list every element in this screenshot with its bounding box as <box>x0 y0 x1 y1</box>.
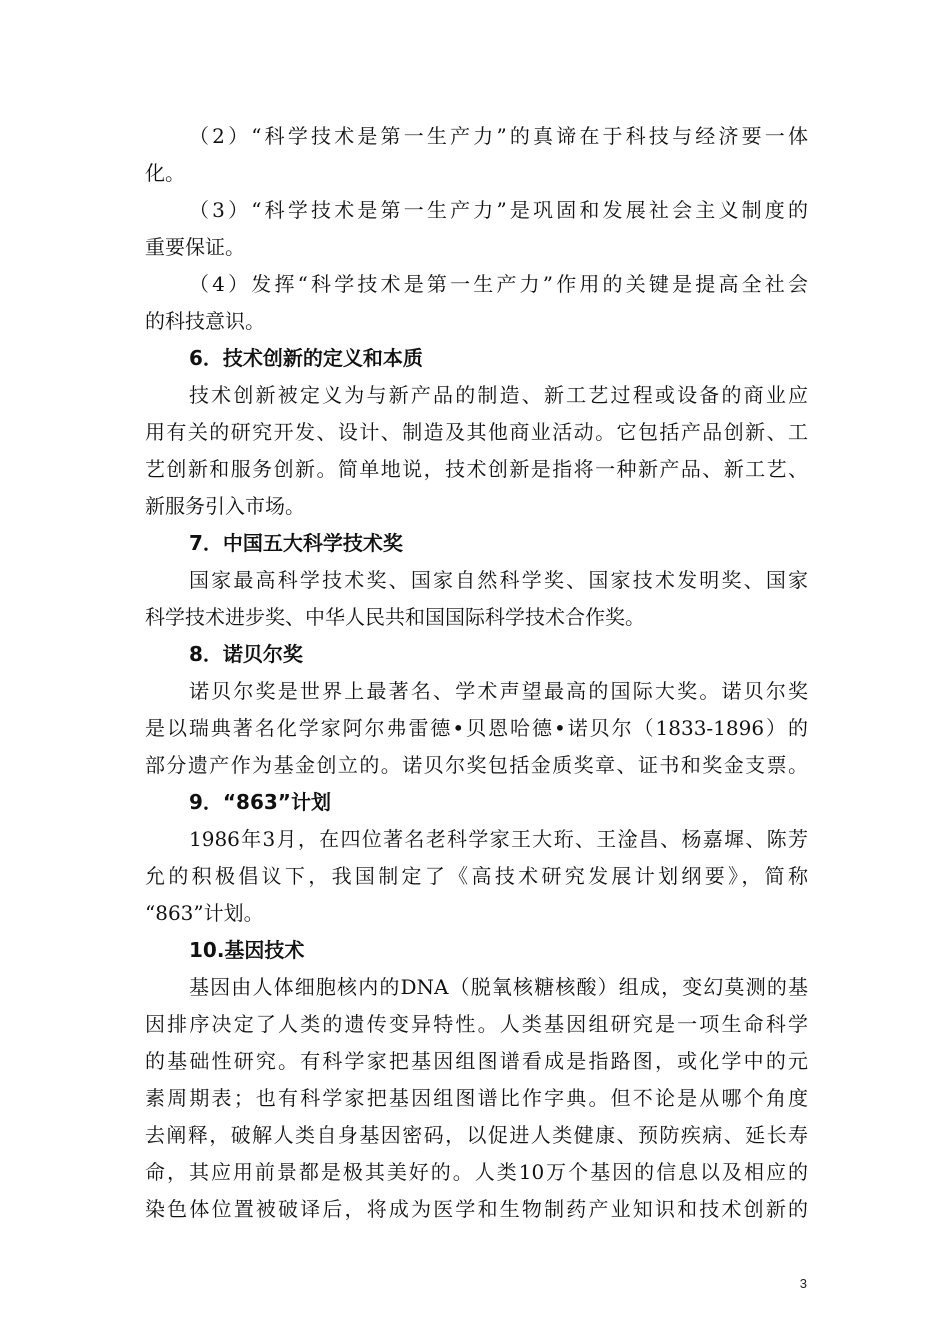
text-line: 允的积极倡议下，我国制定了《高技术研究发展计划纲要》，简称 <box>145 864 808 888</box>
text-line: 重要保证。 <box>145 235 245 259</box>
page-number: 3 <box>799 1276 807 1291</box>
text-line: 因排序决定了人类的遗传变异特性。人类基因组研究是一项生命科学 <box>145 1012 808 1036</box>
text-line: 命，其应用前景都是极其美好的。人类10万个基因的信息以及相应的 <box>145 1160 808 1184</box>
text-line: 去阐释，破解人类自身基因密码，以促进人类健康、预防疾病、延长寿 <box>145 1123 808 1147</box>
section-heading: 10.基因技术 <box>189 938 305 962</box>
text-line: 的基础性研究。有科学家把基因组图谱看成是指路图，或化学中的元 <box>145 1049 808 1073</box>
text-line: 1986年3月，在四位著名老科学家王大珩、王淦昌、杨嘉墀、陈芳 <box>189 827 808 851</box>
section-heading: 9．“863”计划 <box>189 790 331 814</box>
text-line: 诺贝尔奖是世界上最著名、学术声望最高的国际大奖。诺贝尔奖 <box>189 679 808 703</box>
section-heading: 8．诺贝尔奖 <box>189 642 303 666</box>
text-line: （4）发挥“科学技术是第一生产力”作用的关键是提高全社会 <box>189 272 808 296</box>
text-line: “863”计划。 <box>145 901 264 925</box>
text-line: 是以瑞典著名化学家阿尔弗雷德•贝恩哈德•诺贝尔（1833-1896）的 <box>145 716 808 740</box>
section-heading: 6．技术创新的定义和本质 <box>189 346 423 370</box>
text-line: 部分遗产作为基金创立的。诺贝尔奖包括金质奖章、证书和奖金支票。 <box>145 753 808 777</box>
document-body <box>145 118 808 1228</box>
text-line: 基因由人体细胞核内的DNA（脱氧核糖核酸）组成，变幻莫测的基 <box>189 975 808 999</box>
text-line: 国家最高科学技术奖、国家自然科学奖、国家技术发明奖、国家 <box>189 568 808 592</box>
text-line: 化。 <box>145 161 185 185</box>
text-line: （3）“科学技术是第一生产力”是巩固和发展社会主义制度的 <box>189 198 808 222</box>
text-line: 染色体位置被破译后，将成为医学和生物制药产业知识和技术创新的 <box>145 1197 808 1221</box>
text-line: 技术创新被定义为与新产品的制造、新工艺过程或设备的商业应 <box>189 383 808 407</box>
text-line: 新服务引入市场。 <box>145 494 305 518</box>
text-line: 的科技意识。 <box>145 309 265 333</box>
text-line: 素周期表；也有科学家把基因组图谱比作字典。但不论是从哪个角度 <box>145 1086 808 1110</box>
text-line: （2）“科学技术是第一生产力”的真谛在于科技与经济要一体 <box>189 124 808 148</box>
text-line: 用有关的研究开发、设计、制造及其他商业活动。它包括产品创新、工 <box>145 420 808 444</box>
section-heading: 7．中国五大科学技术奖 <box>189 531 403 555</box>
text-line: 科学技术进步奖、中华人民共和国国际科学技术合作奖。 <box>145 605 645 629</box>
text-line: 艺创新和服务创新。简单地说，技术创新是指将一种新产品、新工艺、 <box>145 457 808 481</box>
